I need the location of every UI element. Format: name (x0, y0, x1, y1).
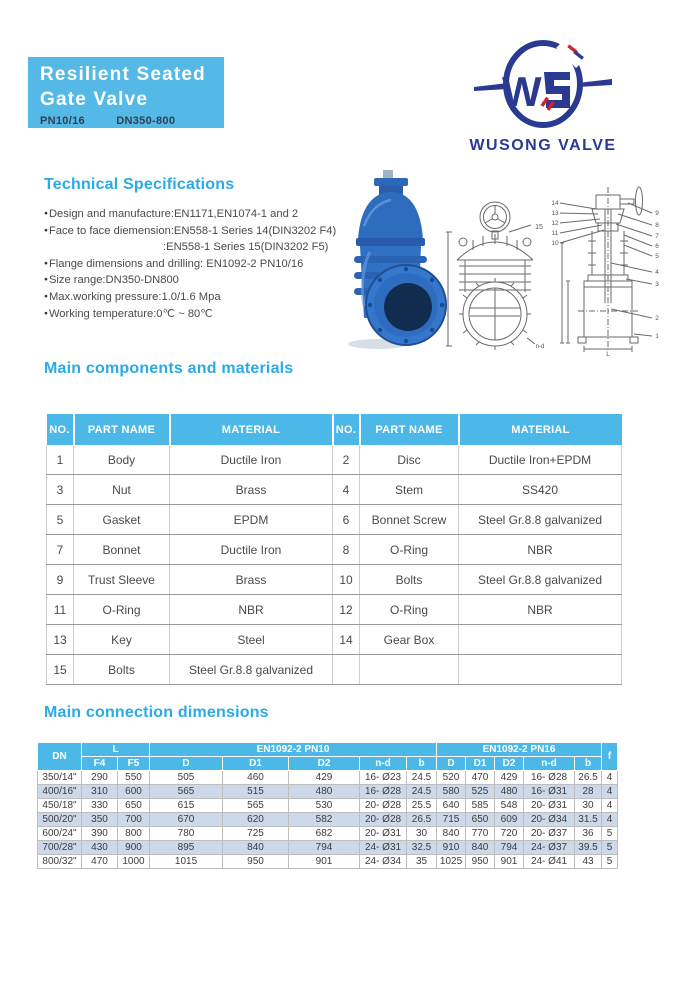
component-cell: O-Ring (360, 535, 459, 565)
component-cell: Steel Gr.8.8 galvanized (459, 505, 622, 535)
component-cell: Ductile Iron+EPDM (459, 445, 622, 475)
dimension-cell: 24.5 (407, 771, 437, 785)
dimension-cell: 901 (495, 855, 524, 869)
component-cell: EPDM (170, 505, 333, 535)
dimension-cell: 895 (150, 841, 223, 855)
dimension-cell: 565 (150, 785, 223, 799)
component-cell: Key (74, 625, 170, 655)
component-row (47, 535, 622, 565)
component-cell: Ductile Iron (170, 535, 333, 565)
col-header-d1: D1 (223, 757, 289, 771)
section-callout: 8 (655, 222, 659, 229)
dimension-cell: 615 (150, 799, 223, 813)
logo-monogram: W (502, 68, 542, 115)
dimension-cell: 26.5 (407, 813, 437, 827)
col-header-f: f (602, 743, 618, 771)
component-cell: 15 (47, 655, 74, 685)
dimensions-table (37, 742, 618, 869)
product-subtitle (40, 115, 224, 127)
dimension-cell: 4 (602, 785, 618, 799)
dimension-cell: 24- Ø31 (360, 841, 407, 855)
component-cell: Trust Sleeve (74, 565, 170, 595)
spec-item (44, 306, 354, 323)
component-cell: Stem (360, 475, 459, 505)
component-cell: 14 (333, 625, 360, 655)
component-cell: Nut (74, 475, 170, 505)
front-callout-15: 15 (535, 224, 543, 231)
component-cell: Bonnet (74, 535, 170, 565)
dimension-cell: 800/32" (38, 855, 82, 869)
spec-list (44, 206, 354, 322)
dimension-cell: 26.5 (575, 771, 602, 785)
dimension-cell: 640 (437, 799, 466, 813)
dimension-row (38, 813, 618, 827)
dimensions-body (38, 771, 618, 869)
section-callout: 1 (655, 333, 659, 340)
component-cell: 13 (47, 625, 74, 655)
dimension-cell: 20- Ø31 (360, 827, 407, 841)
components-header-row (47, 414, 622, 445)
section-callout: 7 (655, 233, 659, 240)
components-body (47, 445, 622, 685)
dimension-cell: 25.5 (407, 799, 437, 813)
section-callout: 14 (551, 200, 559, 207)
component-cell: Gasket (74, 505, 170, 535)
dimension-cell: 600 (118, 785, 150, 799)
company-logo (466, 38, 620, 158)
section-callout: 4 (655, 269, 659, 276)
col-header-d2: D2 (289, 757, 360, 771)
valve-section-drawing (548, 183, 664, 357)
dimension-cell: 20- Ø37 (524, 827, 575, 841)
dimension-cell: 682 (289, 827, 360, 841)
dimension-cell: 840 (466, 841, 495, 855)
dimension-cell: 715 (437, 813, 466, 827)
dimension-cell: 505 (150, 771, 223, 785)
dimension-cell: 24- Ø37 (524, 841, 575, 855)
col-header-material: MATERIAL (170, 414, 333, 445)
spec-item (44, 272, 354, 289)
section-callout: 11 (551, 230, 559, 237)
dimension-cell: 1000 (118, 855, 150, 869)
col-header-b: b (407, 757, 437, 771)
dimension-row (38, 771, 618, 785)
component-cell: Brass (170, 565, 333, 595)
component-cell: Steel Gr.8.8 galvanized (459, 565, 622, 595)
dimension-cell: 525 (466, 785, 495, 799)
dimension-cell: 550 (118, 771, 150, 785)
dimension-cell: 43 (575, 855, 602, 869)
dimension-cell: 470 (466, 771, 495, 785)
component-cell: 12 (333, 595, 360, 625)
component-row (47, 445, 622, 475)
dimension-cell: 24- Ø34 (360, 855, 407, 869)
dimension-cell: 16- Ø23 (360, 771, 407, 785)
section-length-label: L (606, 351, 610, 357)
dimension-cell: 480 (289, 785, 360, 799)
dimension-cell: 4 (602, 799, 618, 813)
dimension-cell: 794 (495, 841, 524, 855)
section-callout: 2 (655, 315, 659, 322)
component-cell: O-Ring (74, 595, 170, 625)
components-heading: Main components and materials (44, 360, 294, 377)
component-cell: O-Ring (360, 595, 459, 625)
dimension-cell: 910 (437, 841, 466, 855)
size-range: DN350-800 (116, 115, 176, 127)
dimension-cell: 400/16" (38, 785, 82, 799)
dimension-cell: 4 (602, 813, 618, 827)
dimension-cell: 470 (82, 855, 118, 869)
component-cell: 11 (47, 595, 74, 625)
dimension-cell: 16- Ø31 (524, 785, 575, 799)
col-header-pn10: EN1092-2 PN10 (150, 743, 437, 757)
component-cell: Brass (170, 475, 333, 505)
wusong-logo-icon (466, 38, 620, 158)
col-header-f5: F5 (118, 757, 150, 771)
component-cell: 5 (47, 505, 74, 535)
col-header-l: L (82, 743, 150, 757)
dimension-cell: 700/28" (38, 841, 82, 855)
col-header-no: NO. (333, 414, 360, 445)
component-cell: 3 (47, 475, 74, 505)
brand-name: WUSONG VALVE (469, 137, 617, 154)
dimension-cell: 500/20" (38, 813, 82, 827)
product-title-box (28, 57, 224, 128)
col-header-part-name: PART NAME (360, 414, 459, 445)
component-row (47, 505, 622, 535)
dimension-cell: 585 (466, 799, 495, 813)
front-nd-label: n-d (535, 344, 545, 350)
dimension-cell: 430 (82, 841, 118, 855)
col-header-dn: DN (38, 743, 82, 771)
col-header-no: NO. (47, 414, 74, 445)
bullet-icon: ● (44, 210, 48, 217)
dimension-cell: 725 (223, 827, 289, 841)
col-header-d2: D2 (495, 757, 524, 771)
dimension-cell: 39.5 (575, 841, 602, 855)
dimension-cell: 600/24" (38, 827, 82, 841)
component-cell: 6 (333, 505, 360, 535)
dimension-cell: 16- Ø28 (360, 785, 407, 799)
component-cell (360, 655, 459, 685)
component-cell: Bolts (360, 565, 459, 595)
bullet-icon: ● (44, 309, 48, 317)
dimension-cell: 582 (289, 813, 360, 827)
component-cell: NBR (459, 595, 622, 625)
component-cell: Gear Box (360, 625, 459, 655)
product-title-line2: Gate Valve (40, 89, 149, 110)
dimension-cell: 609 (495, 813, 524, 827)
spec-text: :EN558-1 Series 15(DIN3202 F5) (163, 241, 329, 254)
dimensions-heading: Main connection dimensions (44, 704, 269, 721)
spec-item (44, 223, 354, 240)
dimension-cell: 350 (82, 813, 118, 827)
valve-front-drawing (443, 198, 549, 358)
dimension-cell: 650 (466, 813, 495, 827)
component-cell: 4 (333, 475, 360, 505)
component-row (47, 595, 622, 625)
dimension-cell: 30 (407, 827, 437, 841)
component-cell: Ductile Iron (170, 445, 333, 475)
pn-rating: PN10/16 (40, 115, 85, 127)
dimension-cell: 16- Ø28 (524, 771, 575, 785)
component-row (47, 475, 622, 505)
section-callout: 3 (655, 281, 659, 288)
dimension-cell: 670 (150, 813, 223, 827)
component-row (47, 655, 622, 685)
dimension-cell: 1025 (437, 855, 466, 869)
dimension-row (38, 799, 618, 813)
component-cell: Bonnet Screw (360, 505, 459, 535)
valve-front-drawing-icon (443, 198, 549, 358)
spec-text: Face to face diemension:EN558-1 Series 14(DIN3202 F4) (48, 224, 337, 237)
col-header-nd: n-d (524, 757, 575, 771)
component-cell (459, 655, 622, 685)
dimension-cell: 520 (437, 771, 466, 785)
spec-text: Design and manufacture:EN1171,EN1074-1 and 2 (48, 208, 299, 220)
dimension-cell: 330 (82, 799, 118, 813)
dimension-cell: 530 (289, 799, 360, 813)
dimension-cell: 290 (82, 771, 118, 785)
dimension-row (38, 785, 618, 799)
col-header-d1: D1 (466, 757, 495, 771)
component-cell: Body (74, 445, 170, 475)
dimension-row (38, 827, 618, 841)
spec-text: Flange dimensions and drilling: EN1092-2 PN10/16 (48, 257, 304, 270)
component-cell: Steel (170, 625, 333, 655)
dimension-cell: 950 (223, 855, 289, 869)
spec-item (44, 256, 354, 273)
dimension-cell: 1015 (150, 855, 223, 869)
dimension-cell: 800 (118, 827, 150, 841)
tech-specs-heading: Technical Specifications (44, 176, 235, 193)
dimension-cell: 24- Ø41 (524, 855, 575, 869)
dimension-cell: 28 (575, 785, 602, 799)
dimension-cell: 700 (118, 813, 150, 827)
col-header-b: b (575, 757, 602, 771)
gate-valve-photo-icon (330, 166, 452, 353)
dimension-cell: 720 (495, 827, 524, 841)
col-header-nd: n-d (360, 757, 407, 771)
component-cell: Bolts (74, 655, 170, 685)
dimension-cell: 950 (466, 855, 495, 869)
dimension-row (38, 841, 618, 855)
spec-text: Working temperature:0℃ ~ 80℃ (48, 307, 213, 320)
component-cell: 8 (333, 535, 360, 565)
dimension-cell: 310 (82, 785, 118, 799)
dimension-cell: 650 (118, 799, 150, 813)
component-cell: NBR (459, 535, 622, 565)
dimension-row (38, 855, 618, 869)
dimension-cell: 794 (289, 841, 360, 855)
dimensions-sub-header-row (38, 757, 618, 771)
component-cell: NBR (170, 595, 333, 625)
component-cell: 7 (47, 535, 74, 565)
dimension-cell: 31.5 (575, 813, 602, 827)
dimension-cell: 580 (437, 785, 466, 799)
valve-section-drawing-icon (548, 183, 664, 357)
valve-photo (330, 166, 452, 353)
spec-item (44, 206, 354, 223)
component-cell: 2 (333, 445, 360, 475)
component-cell: Disc (360, 445, 459, 475)
spec-item (44, 239, 354, 256)
spec-item (44, 289, 354, 306)
dimension-cell: 901 (289, 855, 360, 869)
dimension-cell: 548 (495, 799, 524, 813)
dimensions-group-header-row (38, 743, 618, 757)
dimension-cell: 460 (223, 771, 289, 785)
dimension-cell: 770 (466, 827, 495, 841)
dimension-cell: 515 (223, 785, 289, 799)
components-table (46, 414, 622, 685)
component-cell: SS420 (459, 475, 622, 505)
dimension-cell: 565 (223, 799, 289, 813)
component-row (47, 565, 622, 595)
dimension-cell: 20- Ø34 (524, 813, 575, 827)
section-callout: 6 (655, 243, 659, 250)
dimension-cell: 20- Ø28 (360, 799, 407, 813)
component-row (47, 625, 622, 655)
col-header-d: D (437, 757, 466, 771)
dimension-cell: 900 (118, 841, 150, 855)
component-cell (459, 625, 622, 655)
dimension-cell: 840 (223, 841, 289, 855)
col-header-pn16: EN1092-2 PN16 (437, 743, 602, 757)
component-cell: 1 (47, 445, 74, 475)
bullet-icon: ● (44, 276, 48, 284)
product-title-line1: Resilient Seated (40, 64, 206, 85)
dimension-cell: 4 (602, 771, 618, 785)
dimension-cell: 620 (223, 813, 289, 827)
dimension-cell: 24.5 (407, 785, 437, 799)
bullet-icon: ● (44, 226, 48, 234)
dimension-cell: 429 (289, 771, 360, 785)
dimension-cell: 5 (602, 841, 618, 855)
col-header-f4: F4 (82, 757, 118, 771)
dimension-cell: 390 (82, 827, 118, 841)
dimension-cell: 780 (150, 827, 223, 841)
dimension-cell: 429 (495, 771, 524, 785)
spec-text: Size range:DN350-DN800 (48, 274, 179, 287)
dimension-cell: 20- Ø28 (360, 813, 407, 827)
section-callout: 5 (655, 253, 659, 260)
component-cell (333, 655, 360, 685)
section-callout: 13 (551, 210, 559, 217)
dimension-cell: 35 (407, 855, 437, 869)
section-callout: 12 (551, 220, 559, 227)
bullet-icon: ● (44, 259, 48, 267)
component-cell: 10 (333, 565, 360, 595)
dimension-cell: 32.5 (407, 841, 437, 855)
section-callout: 9 (655, 210, 659, 217)
dimension-cell: 840 (437, 827, 466, 841)
bullet-icon: ● (44, 292, 48, 300)
component-cell: Steel Gr.8.8 galvanized (170, 655, 333, 685)
spec-text: Max.working pressure:1.0/1.6 Mpa (48, 290, 221, 303)
col-header-d: D (150, 757, 223, 771)
component-cell: 9 (47, 565, 74, 595)
dimension-cell: 20- Ø31 (524, 799, 575, 813)
dimension-cell: 30 (575, 799, 602, 813)
col-header-part-name: PART NAME (74, 414, 170, 445)
col-header-material: MATERIAL (459, 414, 622, 445)
dimension-cell: 350/14" (38, 771, 82, 785)
dimension-cell: 450/18" (38, 799, 82, 813)
dimension-cell: 36 (575, 827, 602, 841)
dimension-cell: 480 (495, 785, 524, 799)
section-callout: 10 (551, 240, 559, 247)
dimension-cell: 5 (602, 855, 618, 869)
dimension-cell: 5 (602, 827, 618, 841)
